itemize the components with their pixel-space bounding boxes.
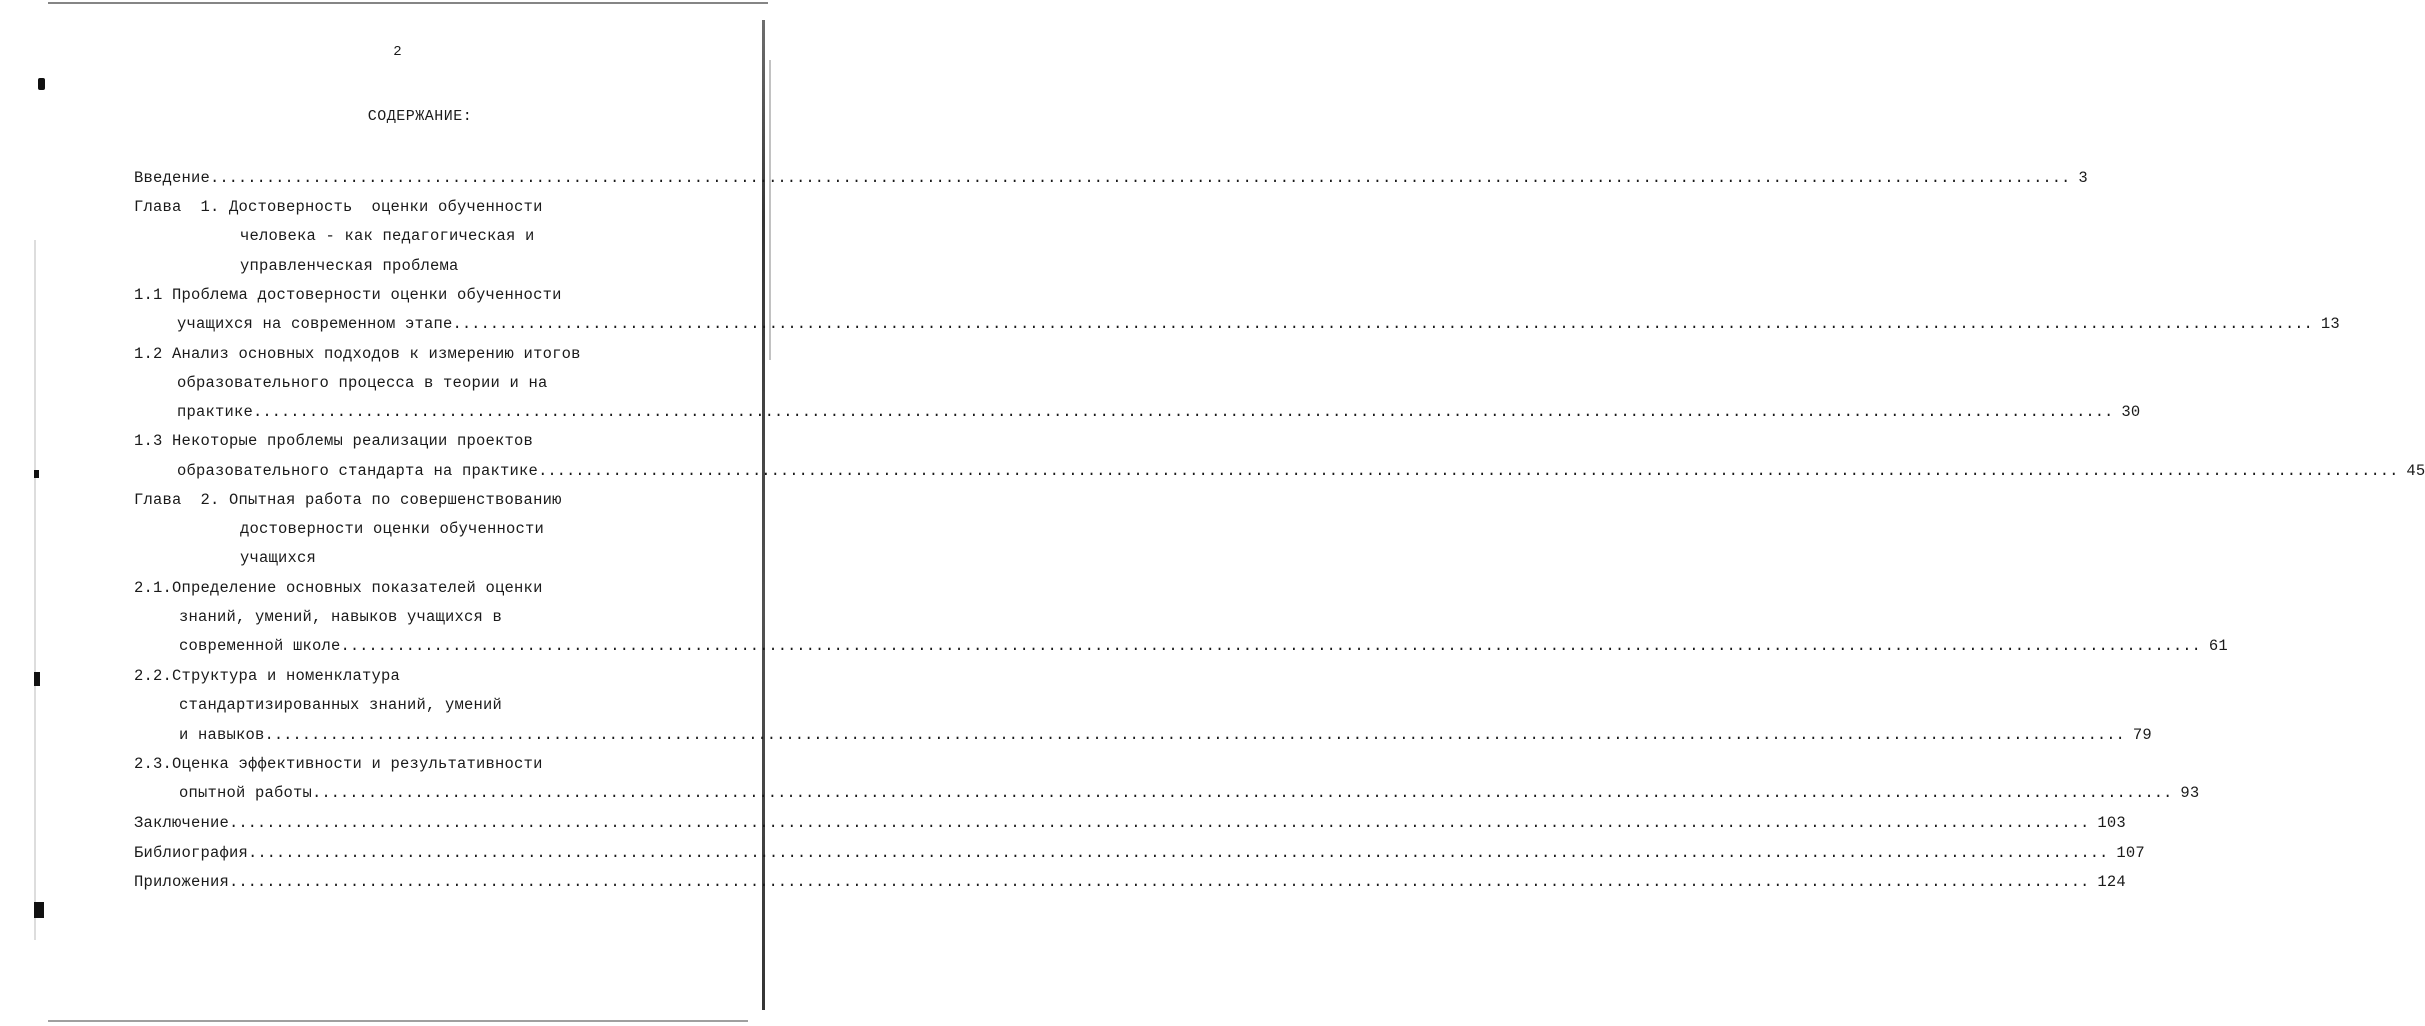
toc-entry bbox=[179, 783, 2200, 803]
scan-edge-top bbox=[48, 2, 768, 4]
toc-entry-label: Заключение bbox=[134, 814, 230, 832]
toc-entry-page: 79 bbox=[2132, 726, 2152, 744]
toc-heading: 1.1 Проблема достоверности оценки обученности bbox=[134, 286, 562, 304]
toc-entry-label: Библиография bbox=[134, 844, 249, 862]
toc-entry bbox=[179, 725, 2152, 745]
scan-mark bbox=[34, 902, 44, 918]
toc-heading: 1.2 Анализ основных подходов к измерению итогов bbox=[134, 345, 581, 363]
toc-heading: Глава 1. Достоверность оценки обученности bbox=[134, 198, 543, 216]
toc-heading: 2.3.Оценка эффективности и результативности bbox=[134, 755, 543, 773]
toc-entry-page: 45 bbox=[2406, 462, 2425, 480]
toc-heading-continuation: образовательного процесса в теории и на bbox=[177, 374, 548, 392]
toc-heading: 2.2.Структура и номенклатура bbox=[134, 667, 401, 685]
toc-entry-page: 124 bbox=[2097, 873, 2126, 891]
toc-leader-dots: ........................................................................................................................................................................................................ bbox=[340, 637, 2201, 655]
page-number: 2 bbox=[393, 44, 402, 60]
toc-entry bbox=[177, 402, 2141, 422]
toc-entry-label: образовательного стандарта на практике bbox=[177, 462, 539, 480]
toc-entry-label: учащихся на современном этапе bbox=[177, 315, 453, 333]
scan-edge-bottom bbox=[48, 1020, 748, 1022]
toc-heading: 1.3 Некоторые проблемы реализации проектов bbox=[134, 432, 534, 450]
toc-entry bbox=[134, 813, 2126, 833]
toc-leader-dots: ........................................................................................................................................................................................................ bbox=[538, 462, 2399, 480]
toc-entry bbox=[177, 314, 2340, 334]
toc-entry bbox=[134, 843, 2145, 863]
toc-entry-page: 13 bbox=[2320, 315, 2340, 333]
toc-heading-continuation: знаний, умений, навыков учащихся в bbox=[179, 608, 503, 626]
toc-leader-dots: ........................................................................................................................................................................................................ bbox=[229, 814, 2090, 832]
scan-mark bbox=[34, 470, 39, 478]
toc-entry bbox=[134, 168, 2088, 188]
toc-entry-label: современной школе bbox=[179, 637, 341, 655]
scan-mark bbox=[34, 672, 40, 686]
toc-heading-continuation: учащихся bbox=[240, 549, 317, 567]
toc-entry-page: 3 bbox=[2078, 169, 2088, 187]
toc-heading: 2.1.Определение основных показателей оценки bbox=[134, 579, 543, 597]
toc-heading-continuation: управленческая проблема bbox=[240, 257, 459, 275]
toc-leader-dots: ........................................................................................................................................................................................................ bbox=[248, 844, 2109, 862]
toc-entry bbox=[179, 636, 2228, 656]
toc-leader-dots: ........................................................................................................................................................................................................ bbox=[210, 169, 2071, 187]
toc-entry bbox=[134, 872, 2126, 892]
toc-entry-page: 61 bbox=[2208, 637, 2228, 655]
toc-entry-label: Приложения bbox=[134, 873, 230, 891]
scan-mark bbox=[38, 78, 45, 90]
toc-entry-page: 93 bbox=[2180, 784, 2200, 802]
toc-heading-continuation: стандартизированных знаний, умений bbox=[179, 696, 503, 714]
toc-leader-dots: ........................................................................................................................................................................................................ bbox=[229, 873, 2090, 891]
toc-entry-label: опытной работы bbox=[179, 784, 313, 802]
toc-heading-continuation: достоверности оценки обученности bbox=[240, 520, 545, 538]
toc-heading-continuation: человека - как педагогическая и bbox=[240, 227, 535, 245]
toc-leader-dots: ........................................................................................................................................................................................................ bbox=[253, 403, 2114, 421]
toc-heading: Глава 2. Опытная работа по совершенствованию bbox=[134, 491, 562, 509]
toc-entry-page: 103 bbox=[2097, 814, 2126, 832]
toc-entry-page: 107 bbox=[2116, 844, 2145, 862]
toc-entry-label: и навыков bbox=[179, 726, 265, 744]
toc-leader-dots: ........................................................................................................................................................................................................ bbox=[312, 784, 2173, 802]
toc-entry bbox=[177, 461, 2425, 481]
toc-leader-dots: ........................................................................................................................................................................................................ bbox=[452, 315, 2313, 333]
toc-title: СОДЕРЖАНИЕ: bbox=[367, 108, 473, 125]
toc-entry-page: 30 bbox=[2121, 403, 2141, 421]
toc-entry-label: практике bbox=[177, 403, 254, 421]
toc-leader-dots: ........................................................................................................................................................................................................ bbox=[264, 726, 2125, 744]
scan-edge-left bbox=[34, 240, 36, 940]
toc-entry-label: Введение bbox=[134, 169, 211, 187]
